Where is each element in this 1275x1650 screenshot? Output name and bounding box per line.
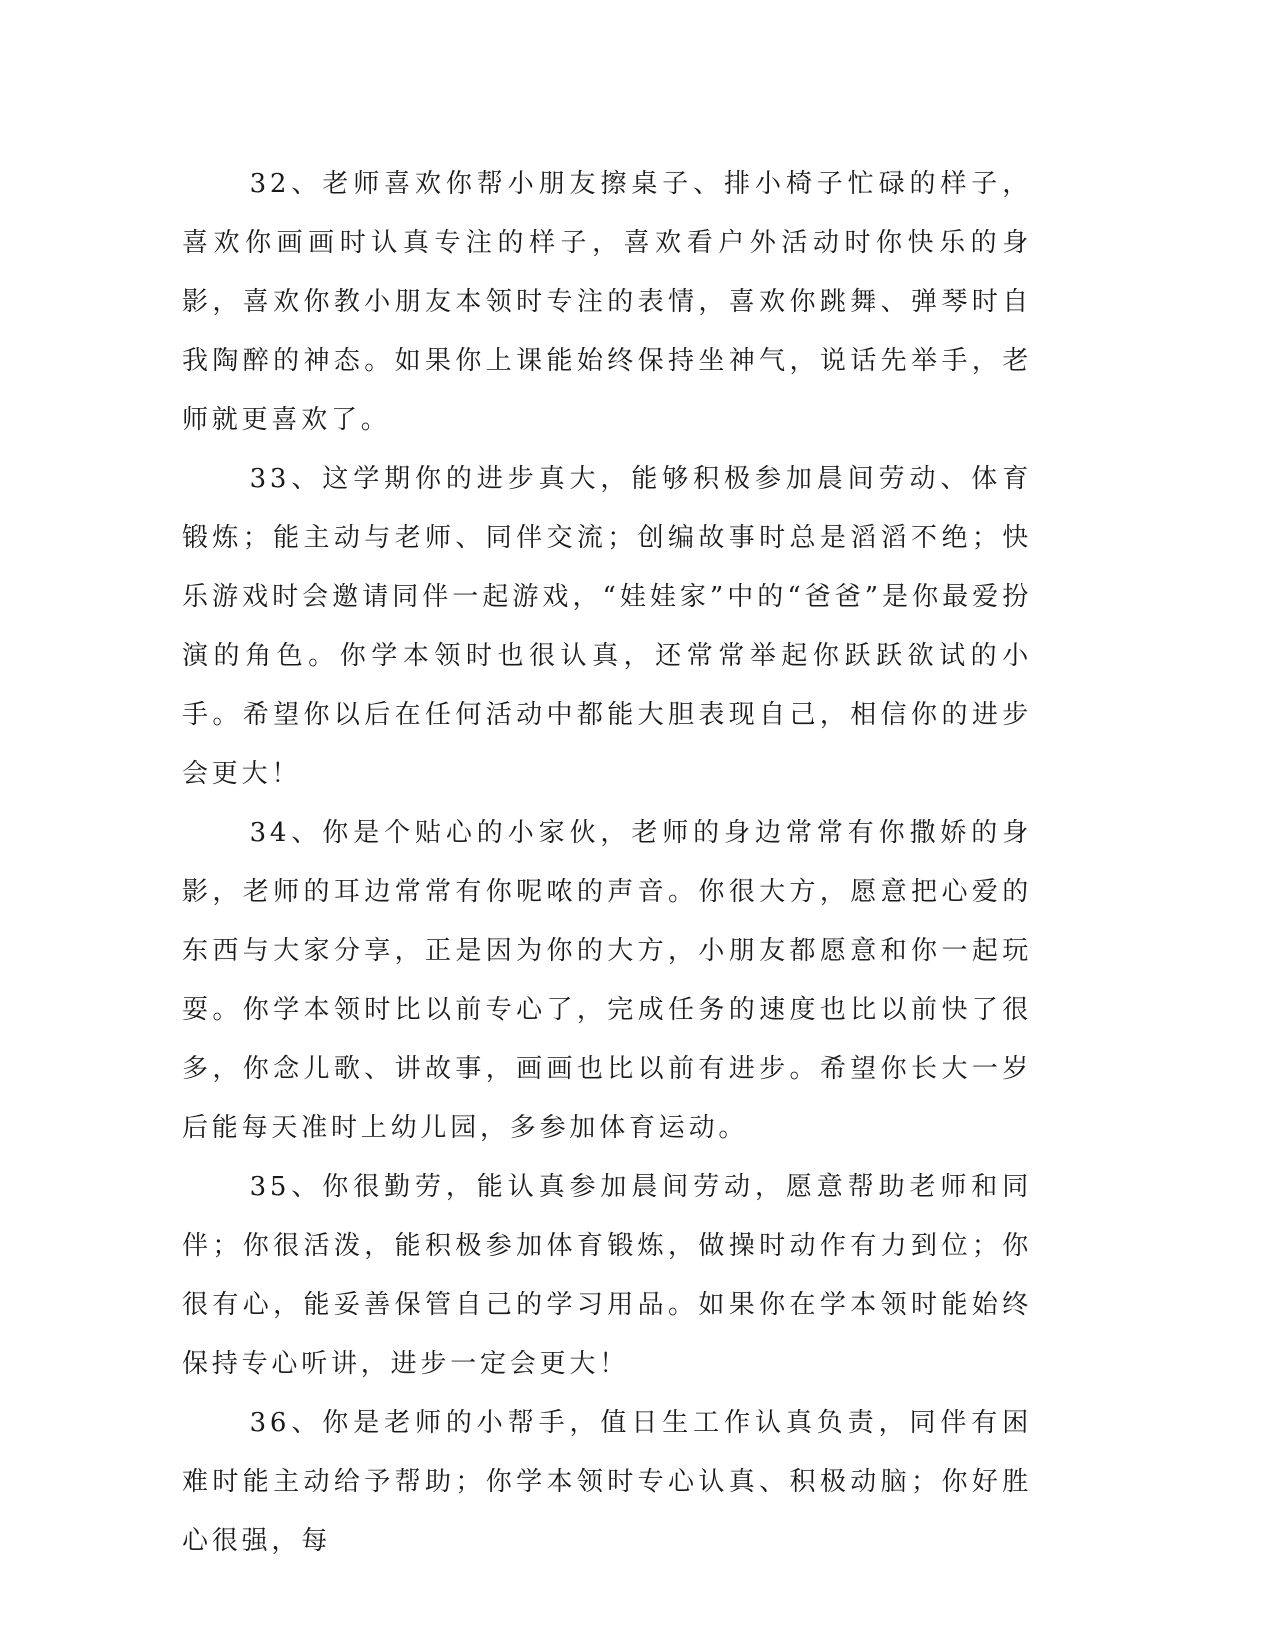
document-body [182,155,1032,1571]
paragraph-33: 33、这学期你的进步真大，能够积极参加晨间劳动、体育锻炼；能主动与老师、同伴交流；创编故事时总是滔滔不绝；快乐游戏时会邀请同伴一起游戏，“娃娃家”中的“爸爸”是你最爱扮演的角色。你学本领时也很认真，还常常举起你跃跃欲试的小手。希望你以后在任何活动中都能大胆表现自己，相信你的进步会更大！ [182,464,1032,789]
paragraph-35: 35、你很勤劳，能认真参加晨间劳动，愿意帮助老师和同伴；你很活泼，能积极参加体育锻炼，做操时动作有力到位；你很有心，能妥善保管自己的学习用品。如果你在学本领时能始终保持专心听讲，进步一定会更大！ [182,1172,1032,1379]
paragraph-36: 36、你是老师的小帮手，值日生工作认真负责，同伴有困难时能主动给予帮助；你学本领时专心认真、积极动脑；你好胜心很强，每 [182,1408,1032,1556]
paragraph-34: 34、你是个贴心的小家伙，老师的身边常常有你撒娇的身影，老师的耳边常常有你呢哝的声音。你很大方，愿意把心爱的东西与大家分享，正是因为你的大方，小朋友都愿意和你一起玩耍。你学本领时比以前专心了，完成任务的速度也比以前快了很多，你念儿歌、讲故事，画画也比以前有进步。希望你长大一岁后能每天准时上幼儿园，多参加体育运动。 [182,818,1032,1143]
paragraph-32: 32、老师喜欢你帮小朋友擦桌子、排小椅子忙碌的样子，喜欢你画画时认真专注的样子，喜欢看户外活动时你快乐的身影，喜欢你教小朋友本领时专注的表情，喜欢你跳舞、弹琴时自我陶醉的神态。如果你上课能始终保持坐神气，说话先举手，老师就更喜欢了。 [182,169,1032,435]
